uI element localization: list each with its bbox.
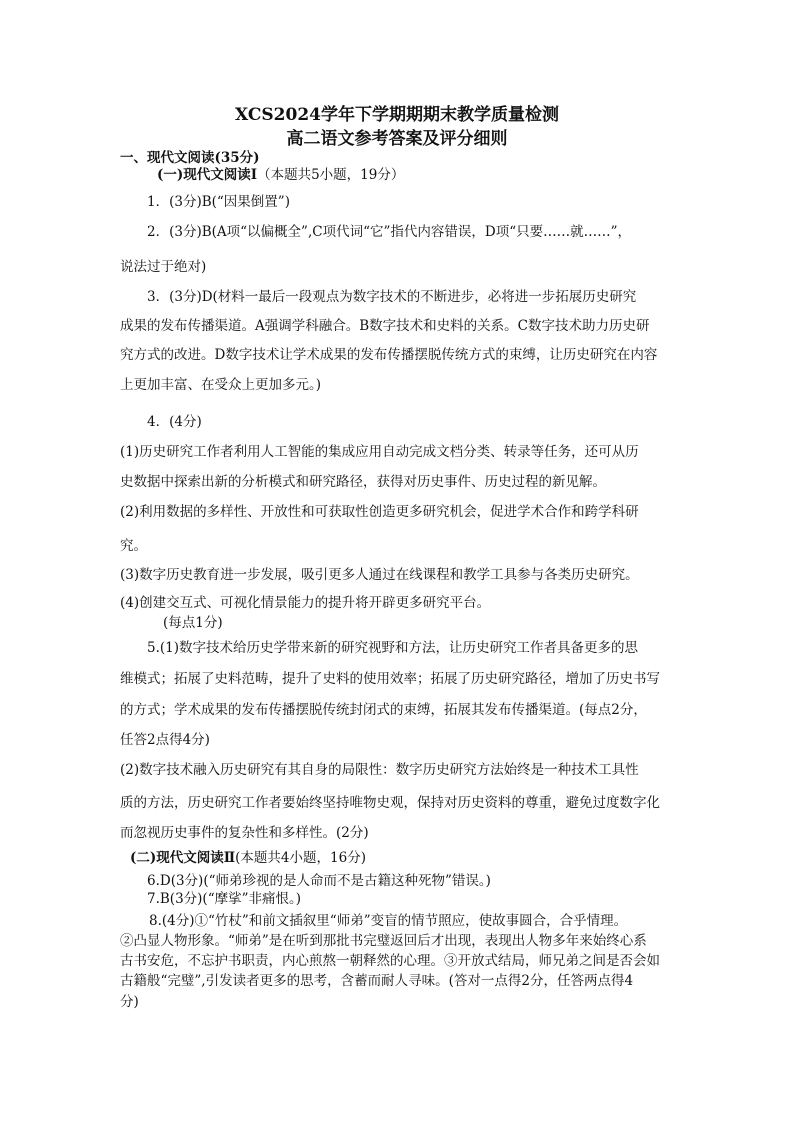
q8-line4: 古籍般“完璧”,引发读者更多的思考，含蓄而耐人寻味。(答对一点得2分，任答两点得4 [120,973,634,989]
q6-answer: 6.D(3分)(“师弟珍视的是人命而不是古籍这种死物”错误。) [147,873,491,889]
q2-line1: 2．(3分)B(A项“以偏概全”,C项代词“它”指代内容错误，D项“只要……就……”， [147,224,632,240]
q4-point1-line2: 史数据中探索出新的分析模式和研究路径，获得对历史事件、历史过程的新见解。 [120,474,606,490]
q4-point4: (4)创建交互式、可视化情景能力的提升将开辟更多研究平台。 [120,595,491,611]
sub1-heading-row [157,166,404,184]
q4-point1-line1: (1)历史研究工作者利用人工智能的集成应用自动完成文档分类、转录等任务，还可从历 [120,444,639,460]
q3-line1: 3．(3分)D(材料一最后一段观点为数字技术的不断进步，必将进一步拓展历史研究 [147,289,637,305]
q5-part2-line3: 而忽视历史事件的复杂性和多样性。(2分) [120,825,369,841]
doc-title-line2: 高二语文参考答案及评分细则 [286,129,508,149]
sub1-heading: (一)现代文阅读I [157,167,258,183]
q8-line5: 分) [120,994,139,1010]
q1-answer: 1．(3分)B(“因果倒置”) [147,194,290,210]
q5-line4: 任答2点得4分) [120,732,210,748]
q8-line1: 8.(4分)①“竹杖”和前文插叙里“师弟”变盲的情节照应，使故事圆合，合乎情理。 [149,913,628,929]
doc-title-line1: XCS2024学年下学期期期末教学质量检测 [234,105,559,125]
q4-point2-line1: (2)利用数据的多样性、开放性和可获取性创造更多研究机会，促进学术合作和跨学科研 [120,504,639,520]
q8-line2: ②凸显人物形象。“师弟”是在听到那批书完璧返回后才出现，表现出人物多年来始终心系 [120,933,647,949]
q2-line2: 说法过于绝对) [120,259,207,275]
q5-line2: 维模式；拓展了史料范畴，提升了史料的使用效率；拓展了历史研究路径，增加了历史书写 [120,671,660,687]
q4-point3: (3)数字历史教育进一步发展，吸引更多人通过在线课程和教学工具参与各类历史研究。 [120,567,639,583]
sub1-note: （本题共5小题，19分） [257,167,405,183]
sub2-heading: (二)现代文阅读Ⅱ [130,850,236,866]
q7-answer: 7.B(3分)(“摩挲”非痛恨。) [147,891,302,907]
q4-point2-line2: 究。 [120,538,147,554]
q5-line3: 的方式；学术成果的发布传播摆脱传统封闭式的束缚，拓展其发布传播渠道。(每点2分， [120,702,647,718]
sub2-heading-row [130,849,366,867]
sub2-note: (本题共4小题，16分) [235,850,366,866]
q3-line3: 究方式的改进。D数字技术让学术成果的发布传播摆脱传统方式的束缚，让历史研究在内容 [120,347,658,363]
q5-part2-line1: (2)数字技术融入历史研究有其自身的局限性：数字历史研究方法始终是一种技术工具性 [120,762,639,778]
q5-line1: 5.(1)数字技术给历史学带来新的研究视野和方法，让历史研究工作者具备更多的思 [147,640,639,656]
section1-heading: 一、现代文阅读(35分) [120,150,260,166]
q5-part2-line2: 质的方法，历史研究工作者要始终坚持唯物史观，保持对历史资料的尊重，避免过度数字化 [120,795,660,811]
q4-score: (每点1分) [163,615,223,631]
q3-line2: 成果的发布传播渠道。A强调学科融合。B数字技术和史料的关系。C数字技术助力历史研 [120,318,650,334]
q3-line4: 上更加丰富、在受众上更加多元。) [120,377,322,393]
q8-line3: 古书安危，不忘护书职责，内心煎熬一朝释然的心理。③开放式结局，师兄弟之间是否会如 [120,953,660,969]
q4-head: 4．(4分) [147,414,202,430]
